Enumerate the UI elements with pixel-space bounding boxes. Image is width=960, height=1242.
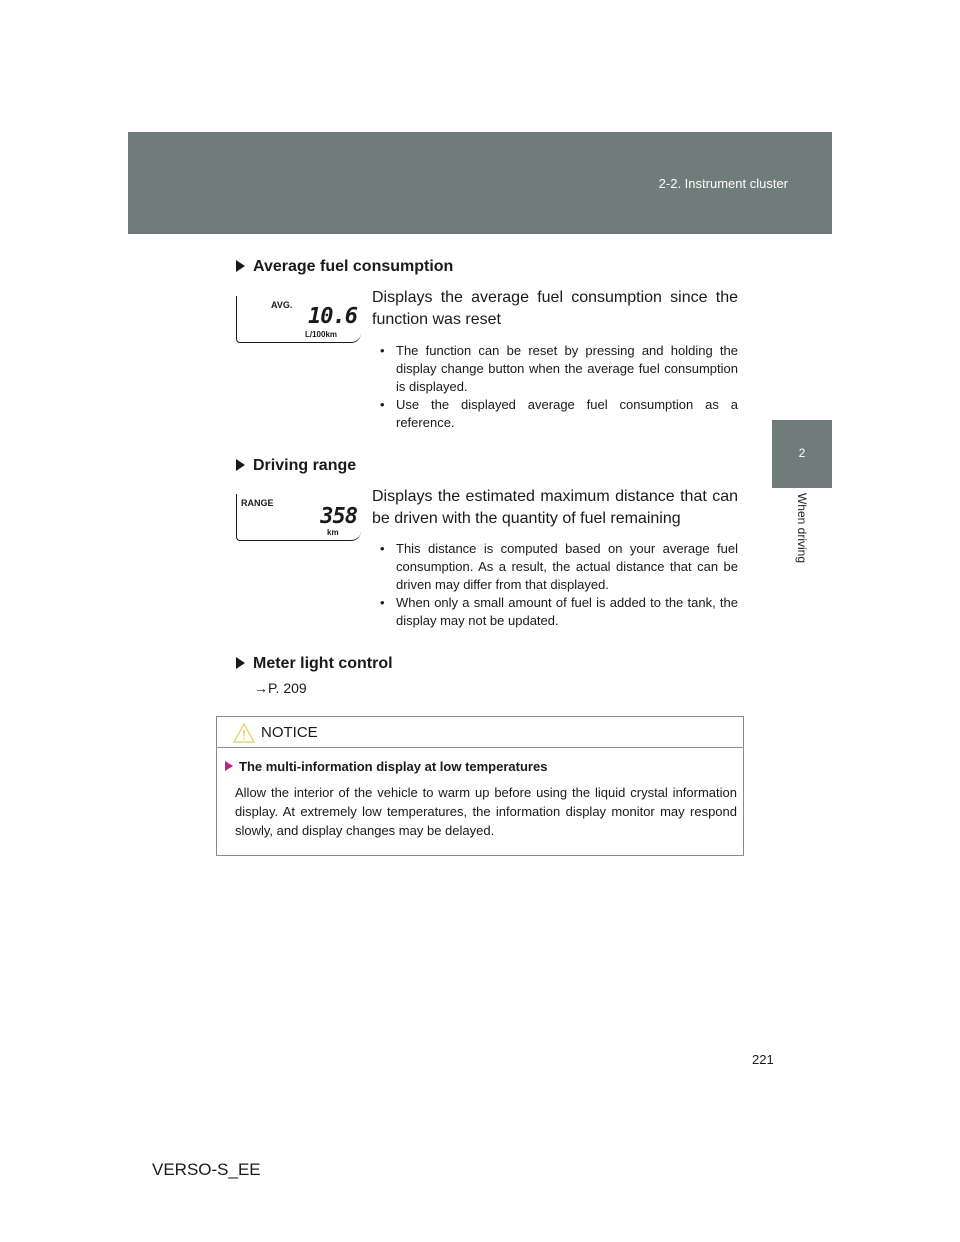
notice-subheading: The multi-information display at low temperatures xyxy=(225,759,547,774)
section-heading-driving-range: Driving range xyxy=(236,457,356,475)
section-heading-average-fuel: Average fuel consumption xyxy=(236,258,453,276)
square-bullet-icon xyxy=(236,260,245,272)
lcd-unit: km xyxy=(327,528,339,537)
notice-box xyxy=(216,716,744,856)
section-description: Displays the average fuel consumption since the function was reset xyxy=(372,289,738,328)
square-bullet-icon xyxy=(236,657,245,669)
notice-header xyxy=(217,717,743,748)
list-item: • The function can be reset by pressing and holding the display change button when the average fuel consumption is displayed. xyxy=(372,342,738,396)
section-description: Displays the estimated maximum distance that can be driven with the quantity of fuel remaining xyxy=(372,488,738,527)
list-item: • Use the displayed average fuel consumption as a reference. xyxy=(372,396,738,432)
lcd-display-average xyxy=(236,296,361,343)
page-number: 221 xyxy=(752,1052,774,1067)
list-item: • This distance is computed based on your average fuel consumption. As a result, the actual distance that can be driven may differ from that displayed. xyxy=(372,540,738,594)
lcd-unit: L/100km xyxy=(305,330,338,339)
lcd-value: 358 xyxy=(320,504,357,529)
footer-code: VERSO-S_EE xyxy=(152,1160,261,1179)
notes-list xyxy=(372,540,738,630)
side-tab xyxy=(772,420,832,488)
warning-triangle-icon xyxy=(233,723,255,743)
list-item: • When only a small amount of fuel is added to the tank, the display may not be updated. xyxy=(372,594,738,630)
notice-body: Allow the interior of the vehicle to warm up before using the liquid crystal information display. At extremely low temperatures, the information display monitor may respond slowly, and display changes may be delayed. xyxy=(235,785,737,838)
lcd-label: AVG. xyxy=(271,300,293,310)
chapter-header-bar xyxy=(128,132,832,234)
side-tab-number: 2 xyxy=(798,446,806,460)
side-tab-label: When driving xyxy=(795,492,809,564)
page-reference-link[interactable]: →P. 209 xyxy=(254,680,307,696)
section-heading-meter-light: Meter light control xyxy=(236,655,393,673)
lcd-label: RANGE xyxy=(241,498,274,508)
chapter-title: 2-2. Instrument cluster xyxy=(658,176,788,191)
lcd-display-range xyxy=(236,494,361,541)
notes-list xyxy=(372,342,738,432)
square-bullet-icon xyxy=(225,761,233,771)
notice-title: NOTICE xyxy=(261,724,318,741)
square-bullet-icon xyxy=(236,459,245,471)
lcd-value: 10.6 xyxy=(308,304,357,329)
